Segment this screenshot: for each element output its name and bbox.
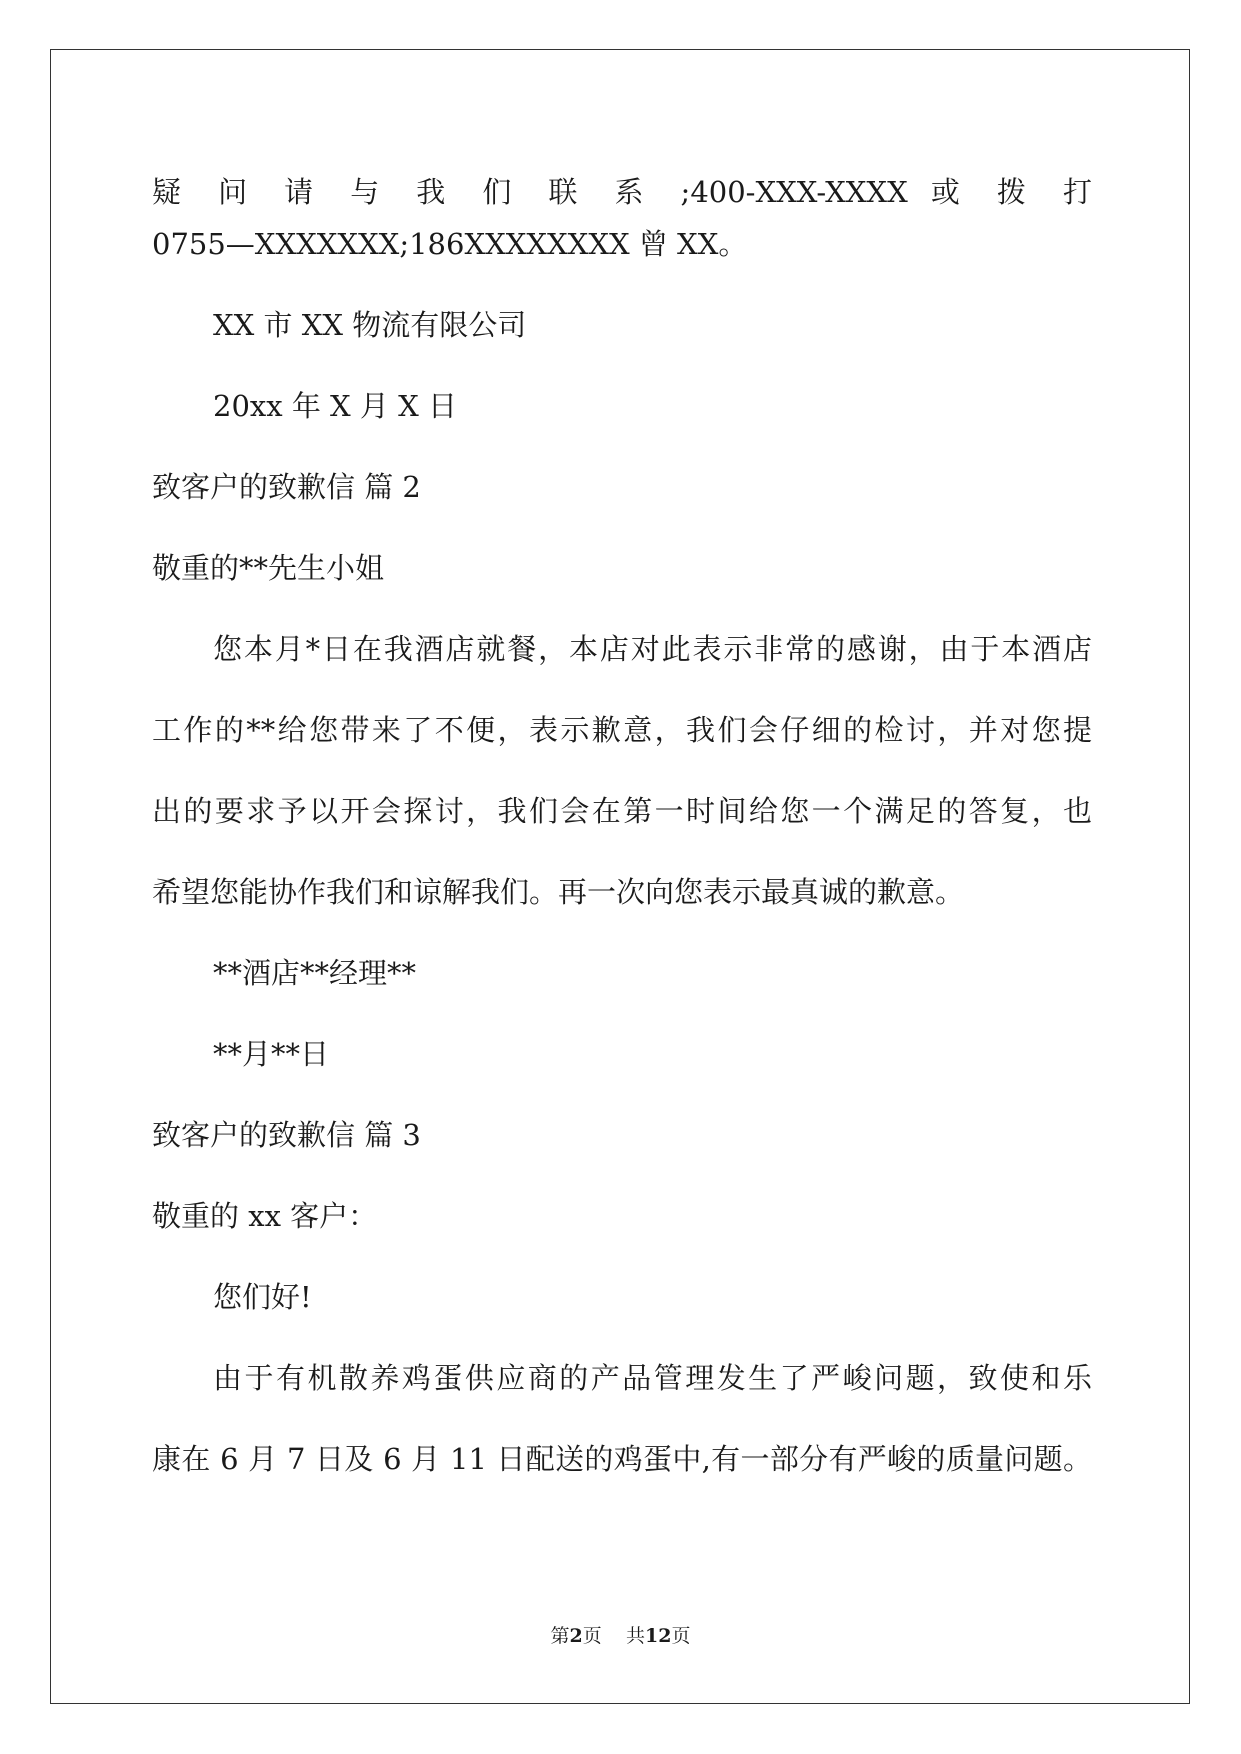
body-text-line: 0755—XXXXXXX;186XXXXXXXX 曾 XX。 (152, 227, 748, 261)
section-heading: 致客户的致歉信 篇 3 (152, 1118, 421, 1152)
body-text-line: 希望您能协作我们和谅解我们。再一次向您表示最真诚的歉意。 (152, 875, 965, 909)
greeting: 您们好! (213, 1280, 312, 1314)
page-suffix: 页 (582, 1625, 602, 1647)
body-text-line: 康在 6 月 7 日及 6 月 11 日配送的鸡蛋中,有一部分有严峻的质量问题。 (152, 1442, 1092, 1476)
letter-date: **月**日 (213, 1037, 330, 1071)
letter-date: 20xx 年 X 月 X 日 (213, 389, 457, 423)
total-pages: 12 (644, 1625, 672, 1647)
total-prefix: 共 (625, 1625, 645, 1647)
salutation: 敬重的 xx 客户： (152, 1199, 378, 1233)
body-text-line: 您本月*日在我酒店就餐，本店对此表示非常的感谢，由于本酒店 (213, 632, 1092, 666)
salutation: 敬重的**先生小姐 (152, 551, 385, 585)
signature: **酒店**经理** (213, 956, 417, 990)
page-number: 2 (569, 1625, 583, 1647)
company-name: XX 市 XX 物流有限公司 (213, 308, 527, 342)
body-text-line: 疑 问 请 与 我 们 联 系 ;400-XXX-XXXX 或 拨 打 (152, 175, 1092, 209)
total-suffix: 页 (671, 1625, 691, 1647)
page-footer (0, 1624, 1241, 1648)
section-heading: 致客户的致歉信 篇 2 (152, 470, 421, 504)
page-prefix: 第 (550, 1625, 570, 1647)
body-text-line: 工作的**给您带来了不便，表示歉意，我们会仔细的检讨，并对您提 (152, 713, 1092, 747)
body-text-line: 由于有机散养鸡蛋供应商的产品管理发生了严峻问题，致使和乐 (213, 1361, 1092, 1395)
body-text-line: 出的要求予以开会探讨，我们会在第一时间给您一个满足的答复，也 (152, 794, 1092, 828)
